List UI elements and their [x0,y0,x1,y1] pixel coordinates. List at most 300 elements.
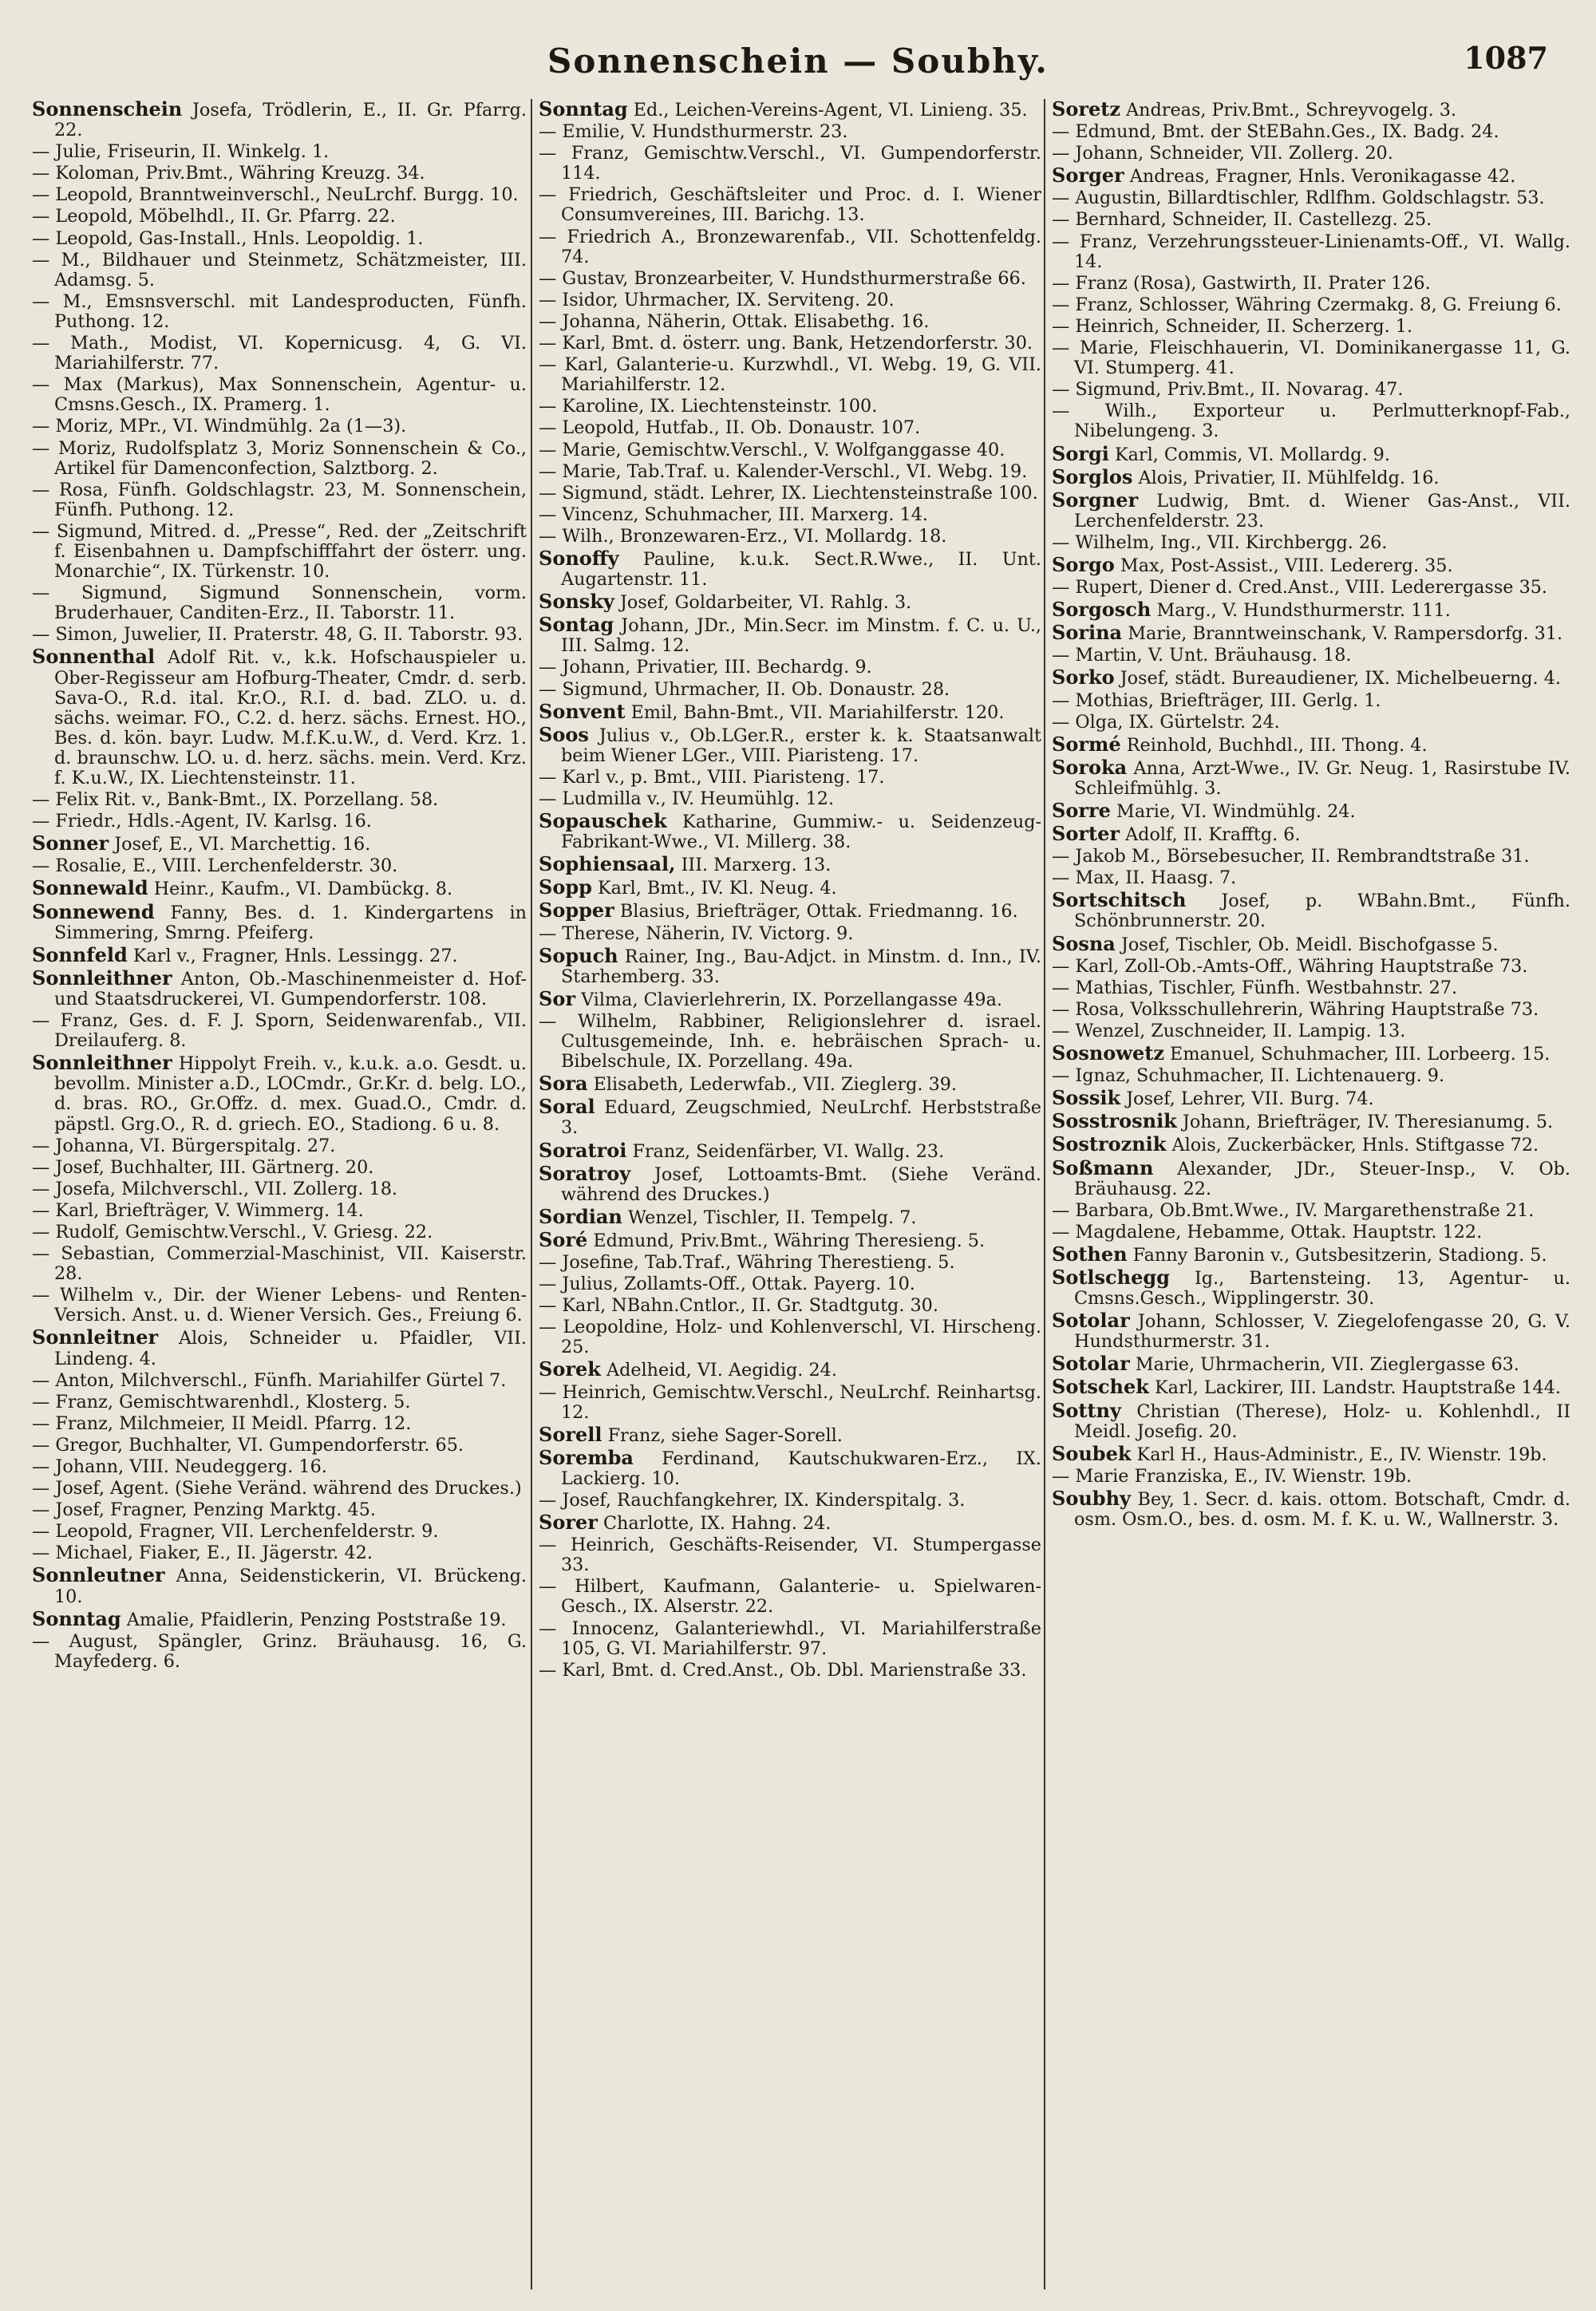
entry-surname: Soral [539,1095,595,1119]
directory-entry [539,1096,1041,1138]
entry-text: — Karl, Zoll-Ob.-Amts-Off., Währing Hauptstraße 73. [1052,955,1528,977]
entry-text: — Leopold, Branntweinverschl., NeuLrchf. Burgg. 10. [32,184,519,206]
directory-entry [539,505,1041,525]
entry-text: Pauline, k.u.k. Sect.R.Wwe., II. Unt. Augartenstr. 11. [561,548,1041,591]
entry-surname: Soretz [1052,99,1120,120]
entry-text: Marie, Uhrmacherin, VII. Zieglergasse 63. [1129,1354,1519,1376]
directory-entry [1052,734,1570,756]
entry-text: — Friedrich A., Bronzewarenfab., VII. Schottenfeldg. 74. [539,226,1041,267]
entry-text: Emanuel, Schuhmacher, III. Lorbeerg. 15. [1163,1044,1551,1065]
directory-entry [1052,1223,1570,1242]
directory-entry [1052,1066,1570,1086]
directory-entry [32,164,527,184]
entry-surname: Sotolar [1052,1309,1130,1333]
entry-text: Andreas, Priv.Bmt., Schreyvogelg. 3. [1120,100,1457,120]
directory-entry [32,812,527,832]
entry-surname: Sora [539,1072,588,1096]
entry-text: — Johanna, VI. Bürgerspitalg. 27. [32,1135,336,1156]
entry-surname: Sorgi [1052,441,1109,465]
entry-text: Anna, Arzt-Wwe., IV. Gr. Neug. 1, Rasirstube IV. Schleifmühlg. 3. [1074,757,1570,799]
entry-text: Johann, Briefträger, IV. Theresianumg. 5. [1176,1112,1554,1133]
directory-entry [32,1393,527,1412]
entry-text: Rainer, Ing., Bau-Adjct. in Minstm. d. Inn., IV. Starhemberg. 33. [561,946,1041,987]
directory-entry [539,290,1041,310]
directory-entry [1052,1134,1570,1156]
directory-entry [1052,99,1570,120]
entry-text: — Friedrich, Geschäftsleiter und Proc. d. I. Wiener Consumvereines, III. Barichg. 13. [539,184,1041,226]
directory-entry [539,527,1041,547]
directory-entry [32,1632,527,1672]
entry-surname: Sorger [1052,164,1124,188]
entry-text: Marie, Branntweinschank, V. Rampersdorfg. 31. [1122,623,1563,645]
directory-entry [32,292,527,332]
entry-text: — Franz (Rosa), Gastwirth, II. Prater 126. [1052,272,1431,294]
directory-entry [539,1012,1041,1072]
entry-text: Karl H., Haus-Administr., E., IV. Wienstr. 19b. [1131,1444,1547,1465]
entry-surname: Sordian [539,1204,622,1228]
entry-text: — Moriz, Rudolfsplatz 3, Moriz Sonnenschein & Co., Artikel für Damenconfection, Salztborg. 2. [32,437,527,479]
entry-text: — Franz, Verzehrungssteuer-Linienamts-Off., VI. Wallg. 14. [1052,231,1570,272]
directory-entry [1052,1488,1570,1530]
entry-surname: Sorina [1052,621,1123,645]
entry-text: — Josef, Rauchfangkehrer, IX. Kinderspitalg. 3. [539,1490,966,1511]
entry-surname: Sortschitsch [1052,888,1187,912]
entry-text: — Wilhelm, Ing., VII. Kirchbergg. 26. [1052,531,1388,553]
entry-text: Adelheid, VI. Aegidig. 24. [600,1360,837,1381]
entry-surname: Soßmann [1052,1156,1154,1179]
entry-text: — Friedr., Hdls.-Agent, IV. Karlsg. 16. [32,811,372,832]
entry-text: Karl v., Fragner, Hnls. Lessingg. 27. [127,945,458,966]
entry-text: — Marie, Gemischtw.Verschl., V. Wolfganggasse 40. [539,439,1005,460]
entry-surname: Sotlschegg [1052,1265,1170,1289]
directory-entry [539,1661,1041,1681]
directory-entry [539,854,1041,875]
entry-surname: Sorer [539,1511,598,1535]
directory-entry [539,1424,1041,1446]
entry-text: Heinr., Kaufm., VI. Dambückg. 8. [148,879,453,900]
directory-entry [1052,1043,1570,1065]
entry-text: — Josef, Fragner, Penzing Marktg. 45. [32,1499,376,1521]
entry-text: — Martin, V. Unt. Bräuhausg. 18. [1052,645,1352,666]
directory-entry [32,1457,527,1477]
entry-text: — Karl, Bmt. d. Cred.Anst., Ob. Dbl. Marienstraße 33. [539,1659,1027,1681]
directory-entry [1052,1377,1570,1398]
entry-surname: Soos [539,722,589,746]
entry-text: — Koloman, Priv.Bmt., Währing Kreuzg. 34. [32,163,425,184]
directory-entry [539,1445,1041,1489]
entry-text: — Heinrich, Schneider, II. Scherzerg. 1. [1052,315,1413,337]
entry-text: III. Marxerg. 13. [675,855,832,876]
entry-text: — Johann, VIII. Neudeggerg. 16. [32,1456,327,1477]
directory-entry [1052,533,1570,553]
directory-entry [539,548,1041,590]
entry-text: — Math., Modist, VI. Kopernicusg. 4, G. VI. Mariahilferstr. 77. [32,333,527,374]
directory-entry [1052,1158,1570,1199]
entry-text: Elisabeth, Lederwfab., VII. Zieglerg. 39. [587,1074,958,1096]
directory-entry [32,1011,527,1051]
directory-entry [539,1296,1041,1316]
entry-text: — Sigmund, Uhrmacher, II. Ob. Donaustr. 28. [539,678,950,700]
entry-text: — Mathias, Tischler, Fünfh. Westbahnstr. 27. [1052,977,1458,998]
entry-surname: Sosstrosnik [1052,1109,1177,1133]
entry-text: — Barbara, Ob.Bmt.Wwe., IV. Margarethenstraße 21. [1052,1199,1535,1221]
directory-entry [1052,552,1570,576]
entry-text: — Marie Franziska, E., IV. Wienstr. 19b. [1052,1465,1412,1487]
entry-text: Edmund, Priv.Bmt., Währing Theresieng. 5. [587,1230,986,1251]
entry-surname: Sonnewald [32,876,148,900]
entry-text: — Marie, Fleischhauerin, VI. Dominikanergasse 11, G. VI. Stumperg. 41. [1052,338,1570,379]
column-1 [32,99,527,2289]
entry-text: — Rosa, Fünfh. Goldschlagstr. 23, M. Sonnenschein, Fünfh. Puthong. 12. [32,479,527,520]
directory-entry [1052,931,1570,955]
entry-text: Josef, Goldarbeiter, VI. Rahlg. 3. [614,592,912,614]
directory-entry [32,1158,527,1178]
directory-entry [1052,464,1570,488]
entry-text: — Julie, Friseurin, II. Winkelg. 1. [32,141,330,163]
entry-text: — Felix Rit. v., Bank-Bmt., IX. Porzellang. 58. [32,789,439,811]
directory-entry [32,185,527,205]
directory-entry [539,701,1041,723]
directory-entry [32,1606,527,1630]
entry-text: Johann, JDr., Min.Secr. im Minstm. f. C. u. U., III. Salmg. 12. [561,615,1041,657]
entry-text: Julius v., Ob.LGer.R., erster k. k. Staatsanwalt beim Wiener LGer., VIII. Piaristeng. 17. [561,725,1041,766]
directory-entry [1052,1400,1570,1442]
directory-entry [32,1223,527,1242]
entry-surname: Sorell [539,1422,602,1446]
entry-text: Katharine, Gummiw.- u. Seidenzeug-Fabrikant-Wwe., VI. Millerg. 38. [561,812,1041,853]
column-3 [1044,99,1570,2289]
directory-entry [539,122,1041,142]
directory-entry [32,1414,527,1434]
entry-surname: Sonnleithner [32,1051,172,1075]
entry-text: Bey, 1. Secr. d. kais. ottom. Botschaft, Cmdr. d. osm. Osm.O., bes. d. osm. M. f. K. u. W., Wallnerstr. 3. [1074,1488,1570,1530]
entry-text: Alexander, JDr., Steuer-Insp., V. Ob. Bräuhausg. 22. [1074,1158,1570,1199]
directory-entry [539,1491,1041,1511]
column-2 [531,99,1041,2289]
directory-entry [1052,713,1570,733]
directory-entry [539,943,1041,987]
entry-text: Charlotte, IX. Hahng. 24. [597,1513,832,1535]
entry-text: — Josef, Buchhalter, III. Gärtnerg. 20. [32,1156,374,1178]
entry-surname: Sorek [539,1357,601,1381]
entry-text: — Ignaz, Schuhmacher, II. Lichtenauerg. 9. [1052,1065,1445,1087]
directory-entry [539,418,1041,438]
entry-surname: Soubek [1052,1441,1132,1465]
entry-text: — Emilie, V. Hundsthurmerstr. 23. [539,121,848,143]
directory-entry [1052,1111,1570,1132]
entry-text: — Wilh., Bronzewaren-Erz., VI. Mollardg. 18. [539,525,947,547]
directory-entry [32,878,527,899]
directory-entry [1052,165,1570,187]
entry-text: — Augustin, Billardtischler, Rdlfhm. Goldschlagstr. 53. [1052,188,1545,209]
entry-text: Hippolyt Freih. v., k.u.k. a.o. Gesdt. u. bevollm. Minister a.D., LOCmdr., Gr.Kr. d. belg. LO., d. bras. RO., Gr.Offz. d. mex. Guad.O., Cmdr. d. päpstl. Grg.O., R. d. griech. EO., Stadiong. 6 u. 8. [54,1053,527,1135]
directory-entry [539,1619,1041,1659]
entry-text: — M., Emsnsverschl. mit Landesproducten, Fünfh. Puthong. 12. [32,290,527,332]
directory-entry [32,417,527,437]
directory-entry [1052,210,1570,230]
directory-entry [1052,232,1570,272]
entry-surname: Sopper [539,899,614,922]
directory-entry [32,1522,527,1542]
entry-surname: Sonnenthal [32,645,156,669]
entry-text: Anna, Seidenstickerin, VI. Brückeng. 10. [54,1566,527,1607]
directory-entry [1052,1353,1570,1375]
entry-text: Reinhold, Buchhdl., III. Thong. 4. [1120,734,1428,756]
entry-text: Vilma, Clavierlehrerin, IX. Porzellangasse 49a. [575,989,1002,1010]
directory-entry [1052,122,1570,142]
directory-entry [1052,824,1570,845]
directory-entry [1052,317,1570,337]
directory-entry [539,811,1041,852]
directory-entry [1052,847,1570,867]
directory-entry [539,1204,1041,1228]
directory-entry [32,1436,527,1456]
entry-text: — Karl, Galanterie-u. Kurzwhdl., VI. Webg. 19, G. VII. Mariahilferstr. 12. [539,354,1041,396]
entry-surname: Sonntag [539,99,628,120]
entry-text: — Edmund, Bmt. der StEBahn.Ges., IX. Badg. 24. [1052,121,1499,143]
entry-surname: Sosnowetz [1052,1041,1164,1065]
entry-surname: Sopuch [539,943,618,967]
entry-text: — Vincenz, Schuhmacher, III. Marxerg. 14. [539,504,928,525]
entry-text: Josef, Lehrer, VII. Burg. 74. [1120,1088,1374,1110]
directory-entry [1052,1088,1570,1109]
entry-text: — Sigmund, Priv.Bmt., II. Novarag. 47. [1052,379,1404,401]
entry-text: Amalie, Pfaidlerin, Penzing Poststraße 19. [120,1609,507,1630]
entry-text: — Wilhelm, Rabbiner, Religionslehrer d. israel. Cultusgemeinde, Inh. e. hebräischen Sprach- u. Bibelschule, IX. Porzellang. 49a. [539,1010,1041,1073]
entry-surname: Sottny [1052,1398,1121,1422]
entry-text: — Bernhard, Schneider, II. Castellezg. 25. [1052,209,1432,231]
directory-entry [1052,890,1570,931]
directory-entry [1052,401,1570,441]
entry-text: Johann, Schlosser, V. Ziegelofengasse 20, G. V. Hundsthurmerstr. 31. [1074,1311,1570,1353]
entry-surname: Soremba [539,1445,634,1469]
directory-entry [539,1317,1041,1357]
entry-text: Franz, siehe Sager-Sorell. [602,1424,843,1446]
directory-entry [1052,1310,1570,1352]
entry-text: — Max (Markus), Max Sonnenschein, Agentur- u. Cmsns.Gesch., IX. Pramerg. 1. [32,374,527,416]
directory-entry [32,522,527,582]
directory-entry [539,1253,1041,1273]
directory-entry [539,334,1041,354]
entry-text: — Karl, Briefträger, V. Wimmerg. 14. [32,1199,364,1221]
directory-entry [539,397,1041,417]
directory-entry [1052,868,1570,888]
directory-entry [32,207,527,227]
entry-text: — Karl, NBahn.Cntlor., II. Gr. Stadtgutg. 30. [539,1295,938,1317]
entry-text: — Heinrich, Geschäfts-Reisender, VI. Stumpergasse 33. [539,1535,1041,1576]
entry-surname: Sosna [1052,931,1116,955]
entry-text: — Rosalie, E., VIII. Lerchenfelderstr. 30. [32,855,398,877]
directory-entry [1052,1244,1570,1266]
entry-text: — Sebastian, Commerzial-Maschinist, VII. Kaiserstr. 28. [32,1243,527,1285]
directory-entry [539,924,1041,944]
entry-text: — Heinrich, Gemischtw.Verschl., NeuLrchf. Reinhartsg. 12. [539,1381,1041,1423]
directory-entry [1052,1441,1570,1465]
entry-text: — Sigmund, Mitred. d. „Presse“, Red. der „Zeitschrift f. Eisenbahnen u. Dampfschifffahrt der österr. ung. Monarchie“, IX. Türkenstr. 10. [32,520,527,583]
entry-text: — Innocenz, Galanteriewhdl., VI. Mariahilferstraße 105, G. VI. Mariahilferstr. 97. [539,1618,1041,1659]
entry-text: — Karoline, IX. Liechtensteinstr. 100. [539,396,878,417]
entry-text: — Leopold, Hutfab., II. Ob. Donaustr. 107. [539,417,921,439]
directory-entry [539,1073,1041,1095]
entry-surname: Sorre [1052,799,1111,822]
entry-text: — Johanna, Näherin, Ottak. Elisabethg. 16. [539,310,930,332]
entry-surname: Sontag [539,613,614,637]
entry-text: Marie, VI. Windmühlg. 24. [1110,801,1356,822]
directory-entry [1052,274,1570,294]
entry-text: — Leopold, Möbelhdl., II. Gr. Pfarrg. 22. [32,206,396,227]
entry-surname: Sorgner [1052,488,1139,512]
directory-entry [1052,1467,1570,1487]
entry-text: Josef, p. WBahn.Bmt., Fünfh. Schönbrunnerstr. 20. [1074,891,1570,932]
entry-text: — Rosa, Volksschullehrerin, Währing Hauptstraße 73. [1052,998,1539,1020]
entry-surname: Soubhy [1052,1486,1131,1510]
entry-text: Josefa, Trödlerin, E., II. Gr. Pfarrg. 22. [54,100,527,141]
entry-surname: Sonvent [539,699,626,723]
directory-entry [539,658,1041,677]
entry-surname: Sotolar [1052,1352,1130,1376]
entry-text: — M., Bildhauer und Steinmetz, Schätzmeister, III. Adamsg. 5. [32,249,527,290]
entry-surname: Sorter [1052,822,1120,846]
directory-entry [32,899,527,943]
directory-entry [539,144,1041,184]
directory-entry [1052,295,1570,315]
entry-text: — Josef, Agent. (Siehe Veränd. während des Druckes.) [32,1478,522,1499]
directory-entry [32,968,527,1009]
entry-text: — Gustav, Bronzearbeiter, V. Hundsthurmerstraße 66. [539,267,1026,289]
directory-entry [32,1543,527,1563]
entry-text: Josef, Tischler, Ob. Meidl. Bischofgasse 5. [1115,934,1499,955]
entry-surname: Soroka [1052,755,1128,779]
directory-entry [1052,578,1570,598]
entry-surname: Sor [539,986,575,1010]
entry-text: — Leopold, Gas-Install., Hnls. Leopoldig. 1. [32,227,424,249]
directory-entry [1052,691,1570,711]
directory-entry [539,462,1041,482]
directory-entry [32,251,527,290]
directory-entry [32,625,527,645]
directory-entry [1052,622,1570,644]
page-header [32,37,1564,101]
entry-text: — Leopoldine, Holz- und Kohlenverschl, VI. Hirscheng. 25. [539,1317,1041,1358]
directory-entry [539,768,1041,788]
directory-entry [539,591,1041,613]
entry-text: — Max, II. Haasg. 7. [1052,867,1237,889]
directory-entry [32,1201,527,1221]
entry-text: — Wenzel, Zuschneider, II. Lampig. 13. [1052,1020,1406,1041]
entry-text: — Rudolf, Gemischtw.Verschl., V. Griesg. 22. [32,1221,433,1242]
entry-text: — Sigmund, städt. Lehrer, IX. Liechtensteinstraße 100. [539,482,1038,504]
entry-text: — Franz, Gemischtw.Verschl., VI. Gumpendorferstr. 114. [539,143,1041,184]
directory-entry [32,1479,527,1499]
directory-entry [32,1500,527,1520]
entry-text: Blasius, Briefträger, Ottak. Friedmanng. 16. [614,901,1018,922]
entry-text: — Franz, Schlosser, Währing Czermakg. 8, G. Freiung 6. [1052,294,1562,315]
directory-entry [32,646,527,788]
entry-surname: Sonnewend [32,899,155,923]
directory-entry [1052,1267,1570,1309]
entry-text: Wenzel, Tischler, II. Tempelg. 7. [622,1207,917,1228]
entry-surname: Sonnleithner [32,966,172,990]
entry-text: — Simon, Juwelier, II. Praterstr. 48, G. II. Taborstr. 93. [32,624,523,646]
running-title: Sonnenschein — Soubhy. [547,41,1049,81]
directory-entry [539,185,1041,225]
directory-entry [1052,144,1570,164]
entry-surname: Sonnleitner [32,1325,159,1349]
entry-text: — Franz, Gemischtwarenhdl., Klosterg. 5. [32,1391,411,1412]
directory-entry [32,480,527,520]
directory-entry [32,1565,527,1606]
entry-surname: Sonnfeld [32,942,128,966]
directory-entry [1052,757,1570,799]
directory-entry [539,614,1041,656]
entry-surname: Sonoffy [539,546,619,570]
entry-surname: Sonsky [539,590,614,614]
entry-surname: Sopauschek [539,809,667,833]
entry-text: Marg., V. Hundsthurmerstr. 111. [1151,600,1451,622]
entry-text: — Hilbert, Kaufmann, Galanterie- u. Spielwaren-Gesch., IX. Alserstr. 22. [539,1576,1041,1618]
directory-entry [1052,338,1570,378]
directory-entry [539,484,1041,504]
directory-entry [32,334,527,373]
entry-text: — Marie, Tab.Traf. u. Kalender-Verschl., VI. Webg. 19. [539,460,1028,482]
entry-text: — Isidor, Uhrmacher, IX. Serviteng. 20. [539,289,895,310]
directory-entry [539,227,1041,267]
entry-text: — Rupert, Diener d. Cred.Anst., VIII. Lederergasse 35. [1052,577,1548,598]
directory-entry [539,1535,1041,1575]
directory-entry [539,722,1041,766]
directory-entry [32,833,527,855]
directory-entry [1052,646,1570,666]
entry-text: — Johann, Privatier, III. Bechardg. 9. [539,657,872,678]
entry-surname: Sonnleutner [32,1563,165,1587]
directory-entry [1052,1000,1570,1020]
directory-entry [539,440,1041,460]
entry-text: Franz, Seidenfärber, VI. Wallg. 23. [626,1140,945,1162]
entry-text: Christian (Therese), Holz- u. Kohlenhdl., II Meidl. Josefig. 20. [1074,1400,1570,1442]
entry-surname: Sorgo [1052,552,1115,576]
entry-text: — Franz, Ges. d. F. J. Sporn, Seidenwarenfab., VII. Dreilauferg. 8. [32,1010,527,1052]
entry-text: Alois, Zuckerbäcker, Hnls. Stiftgasse 72. [1166,1135,1539,1156]
entry-text: — Ludmilla v., IV. Heumühlg. 12. [539,788,835,809]
entry-surname: Sorgosch [1052,598,1152,622]
directory-entry [539,1140,1041,1162]
entry-text: Josef, Lottoamts-Bmt. (Siehe Veränd. während des Druckes.) [561,1163,1041,1205]
directory-entry [32,1244,527,1284]
directory-entry [32,1179,527,1199]
entry-text: Alois, Privatier, II. Mühlfeldg. 16. [1132,467,1440,488]
entry-surname: Soratroi [539,1138,627,1162]
directory-entry [539,269,1041,289]
entry-surname: Sormé [1052,732,1121,756]
entry-text: — Therese, Näherin, IV. Victorg. 9. [539,922,854,944]
directory-entry [32,1371,527,1391]
entry-text: — Mothias, Briefträger, III. Gerlg. 1. [1052,689,1381,711]
entry-text: — Sigmund, Sigmund Sonnenschein, vorm. Bruderhauer, Canditen-Erz., II. Taborstr. 11. [32,583,527,624]
entry-text: Josef, städt. Bureaudiener, IX. Michelbeuerng. 4. [1114,668,1561,689]
directory-entry [32,99,527,140]
directory-entry [539,1577,1041,1617]
directory-entry [32,856,527,876]
directory-entry [1052,800,1570,822]
directory-entry [1052,441,1570,465]
entry-surname: Sorglos [1052,464,1133,488]
entry-text: Andreas, Fragner, Hnls. Veronikagasse 42. [1124,166,1516,188]
entry-text: — Anton, Milchverschl., Fünfh. Mariahilfer Gürtel 7. [32,1369,507,1391]
entry-text: Ludwig, Bmt. d. Wiener Gas-Anst., VII. Lerchenfelderstr. 23. [1074,490,1570,531]
directory-entry [1052,1021,1570,1041]
directory-entry [539,1383,1041,1423]
directory-entry [32,229,527,249]
